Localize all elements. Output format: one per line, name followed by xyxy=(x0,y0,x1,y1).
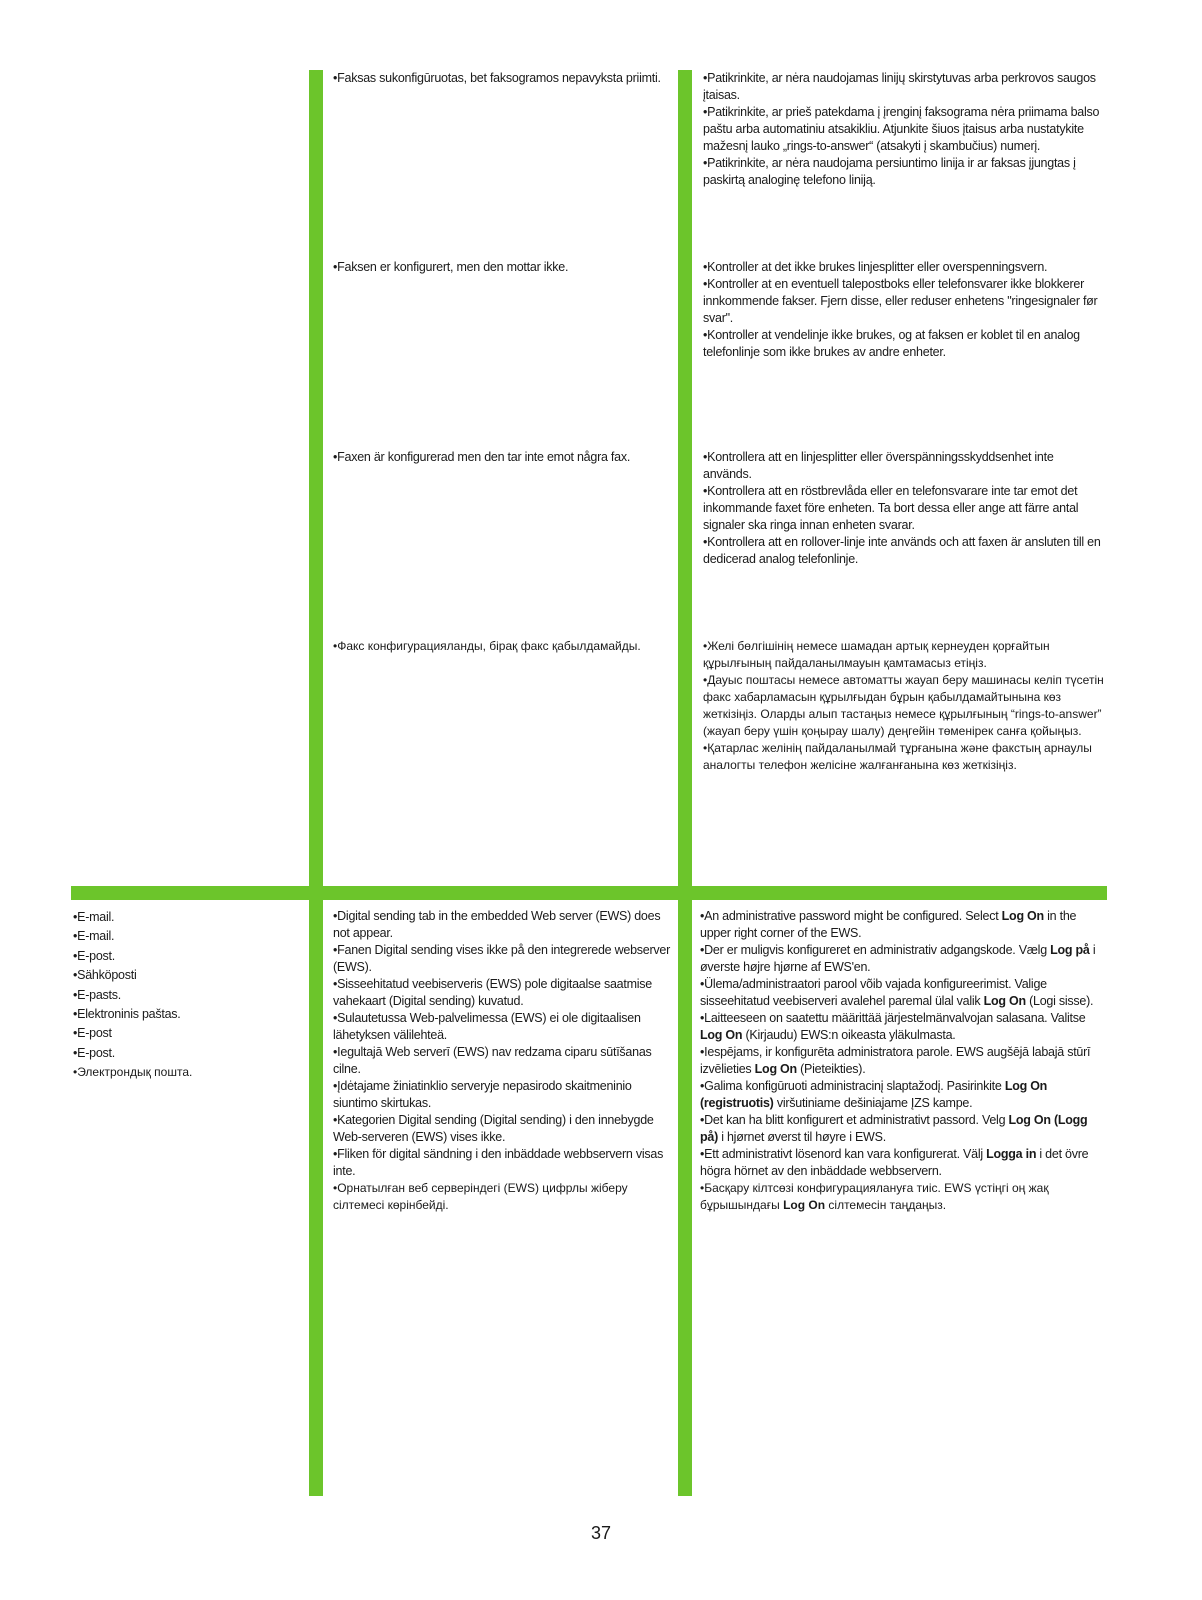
solution-text: • Kontrollera att en rollover-linje inte används och att faxen är ansluten till en dedicerad analog telefonlinje. xyxy=(703,534,1105,568)
divider-vertical-right xyxy=(678,70,692,1496)
solution-cell-lt xyxy=(703,70,1105,189)
page-number: 37 xyxy=(590,1523,612,1543)
solution-text: • Kontroller at vendelinje ikke brukes, og at faksen er koblet til en analog telefonlinje som ikke brukes av andre enheter. xyxy=(703,327,1105,361)
problem-cell-no xyxy=(333,259,673,276)
solution-text: • Басқару кілтсөзі конфигурациялануға тиіс. EWS үстіңгі оң жақ бұрышындағы Log On сілтемесін таңдаңыз. xyxy=(700,1180,1105,1214)
log-on-label: Logga in xyxy=(986,1147,1037,1161)
problem-text: • Digital sending tab in the embedded Web server (EWS) does not appear. xyxy=(333,908,673,942)
problem-text: • Įdėtajame žiniatinklio serveryje nepasirodo skaitmeninio siuntimo skirtukas. xyxy=(333,1078,673,1112)
log-on-label: Log On xyxy=(754,1062,797,1076)
solution-text: • Iespējams, ir konfigurēta administratora parole. EWS augšējā labajā stūrī izvēlieties Log On (Pieteikties). xyxy=(700,1044,1105,1078)
solution-text: • Galima konfigūruoti administracinį slaptažodį. Pasirinkite Log On (registruotis) viršutiniame dešiniajame ĮZS kampe. xyxy=(700,1078,1105,1112)
email-problems xyxy=(333,908,673,1214)
email-labels xyxy=(73,908,303,1083)
solution-text: • Ülema/administraatori parool võib vajada konfigureerimist. Valige sisseehitatud veebiserveri avalehel paremal ülal valik Log On (Logi sisse). xyxy=(700,976,1105,1010)
problem-cell-kk xyxy=(333,638,673,655)
solution-text: • Det kan ha blitt konfigurert et administrativt passord. Velg Log On (Logg på) i hjørnet øverst til høyre i EWS. xyxy=(700,1112,1105,1146)
problem-text: • Sulautetussa Web-palvelimessa (EWS) ei ole digitaalisen lähetyksen välilehteä. xyxy=(333,1010,673,1044)
solution-text: • Ett administrativt lösenord kan vara konfigurerat. Välj Logga in i det övre högra hörnet av den inbäddade webbservern. xyxy=(700,1146,1105,1180)
solution-text: • Patikrinkite, ar nėra naudojama persiuntimo linija ir ar faksas įjungtas į paskirtą analoginę telefono liniją. xyxy=(703,155,1105,189)
problem-text: • Орнатылған веб серверіндегі (EWS) цифрлы жіберу сілтемесі көрінбейді. xyxy=(333,1180,673,1214)
solution-text: • Patikrinkite, ar prieš patekdama į įrenginį faksograma nėra priimama balso paštu arba automatiniu atsakikliu. Atjunkite šiuos įtaisus arba nustatykite mažesnį lauko „rings-to-answer“ (atsakyti į skambučius) numerį. xyxy=(703,104,1105,155)
solution-text: • Қатарлас желінің пайдаланылмай тұрғанына және факстың арнаулы аналогты телефон желісіне жалғанғанына көз жеткізіңіз. xyxy=(703,740,1105,774)
email-label: • Sähköposti xyxy=(73,966,303,985)
solution-text: • Kontroller at en eventuell talepostboks eller telefonsvarer ikke blokkerer innkommende fakser. Fjern disse, eller reduser enhetens "ringesignaler før svar". xyxy=(703,276,1105,327)
solution-text: • Patikrinkite, ar nėra naudojamas linijų skirstytuvas arba perkrovos saugos įtaisas. xyxy=(703,70,1105,104)
solution-text: • Kontroller at det ikke brukes linjesplitter eller overspenningsvern. xyxy=(703,259,1105,276)
log-on-label: Log On xyxy=(1001,909,1044,923)
email-label: • Электрондық пошта. xyxy=(73,1063,303,1082)
problem-text: • Faksen er konfigurert, men den mottar ikke. xyxy=(333,259,673,276)
problem-text: • Fliken för digital sändning i den inbäddade webbservern visas inte. xyxy=(333,1146,673,1180)
email-label: • E-mail. xyxy=(73,927,303,946)
log-on-label: Log på xyxy=(1050,943,1090,957)
solution-cell-no xyxy=(703,259,1105,361)
problem-text: • Факс конфигурацияланды, бірақ факс қабылдамайды. xyxy=(333,638,673,655)
solution-text: • Желі бөлгішінің немесе шамадан артық кернеуден қорғайтын құрылғының пайдаланылмауын қамтамасыз етіңіз. xyxy=(703,638,1105,672)
log-on-label: Log On xyxy=(983,994,1026,1008)
solution-text: • Kontrollera att en linjesplitter eller överspänningsskyddsenhet inte används. xyxy=(703,449,1105,483)
divider-horizontal xyxy=(71,886,1107,900)
problem-text: • Kategorien Digital sending (Digital sending) i den innebygde Web-serveren (EWS) vises ikke. xyxy=(333,1112,673,1146)
email-label: • Elektroninis paštas. xyxy=(73,1005,303,1024)
email-label: • E-pasts. xyxy=(73,986,303,1005)
problem-text: • Sisseehitatud veebiserveris (EWS) pole digitaalse saatmise vahekaart (Digital sending) kuvatud. xyxy=(333,976,673,1010)
solution-text: • Der er muligvis konfigureret en administrativ adgangskode. Vælg Log på i øverste højre hjørne af EWS'en. xyxy=(700,942,1105,976)
problem-text: • Faksas sukonfigūruotas, bet faksogramos nepavyksta priimti. xyxy=(333,70,673,87)
email-label: • E-post. xyxy=(73,947,303,966)
solution-text: • Дауыс поштасы немесе автоматты жауап беру машинасы келіп түсетін факс хабарламасын құрылғыдан бұрын қабылдамайтынына көз жеткізіңіз. Оларды алып тастаңыз немесе құрылғының “rings-to-answer” (жауап беру үшін қоңырау шалу) деңгейін төменірек санға қойыңыз. xyxy=(703,672,1105,740)
problem-cell-lt xyxy=(333,70,673,87)
log-on-label: Log On xyxy=(783,1198,826,1212)
solution-text: • Kontrollera att en röstbrevlåda eller en telefonsvarare inte tar emot det inkommande faxet före enheten. Ta bort dessa eller ange att färre antal signaler ska ringa innan enheten svarar. xyxy=(703,483,1105,534)
problem-cell-sv xyxy=(333,449,673,466)
email-label: • E-post. xyxy=(73,1044,303,1063)
email-solutions xyxy=(700,908,1105,1214)
log-on-label: Log On (Logg på) xyxy=(700,1113,1088,1144)
email-label: • E-post xyxy=(73,1024,303,1043)
solution-cell-sv xyxy=(703,449,1105,568)
divider-vertical-left xyxy=(309,70,323,1496)
problem-text: • Iegultajā Web serverī (EWS) nav redzama ciparu sūtīšanas cilne. xyxy=(333,1044,673,1078)
problem-text: • Fanen Digital sending vises ikke på den integrerede webserver (EWS). xyxy=(333,942,673,976)
solution-cell-kk xyxy=(703,638,1105,774)
log-on-label: Log On xyxy=(700,1028,743,1042)
problem-text: • Faxen är konfigurerad men den tar inte emot några fax. xyxy=(333,449,673,466)
log-on-label: Log On (registruotis) xyxy=(700,1079,1048,1110)
solution-text: • An administrative password might be configured. Select Log On in the upper right corner of the EWS. xyxy=(700,908,1105,942)
solution-text: • Laitteeseen on saatettu määrittää järjestelmänvalvojan salasana. Valitse Log On (Kirjaudu) EWS:n oikeasta yläkulmasta. xyxy=(700,1010,1105,1044)
email-label: • E-mail. xyxy=(73,908,303,927)
